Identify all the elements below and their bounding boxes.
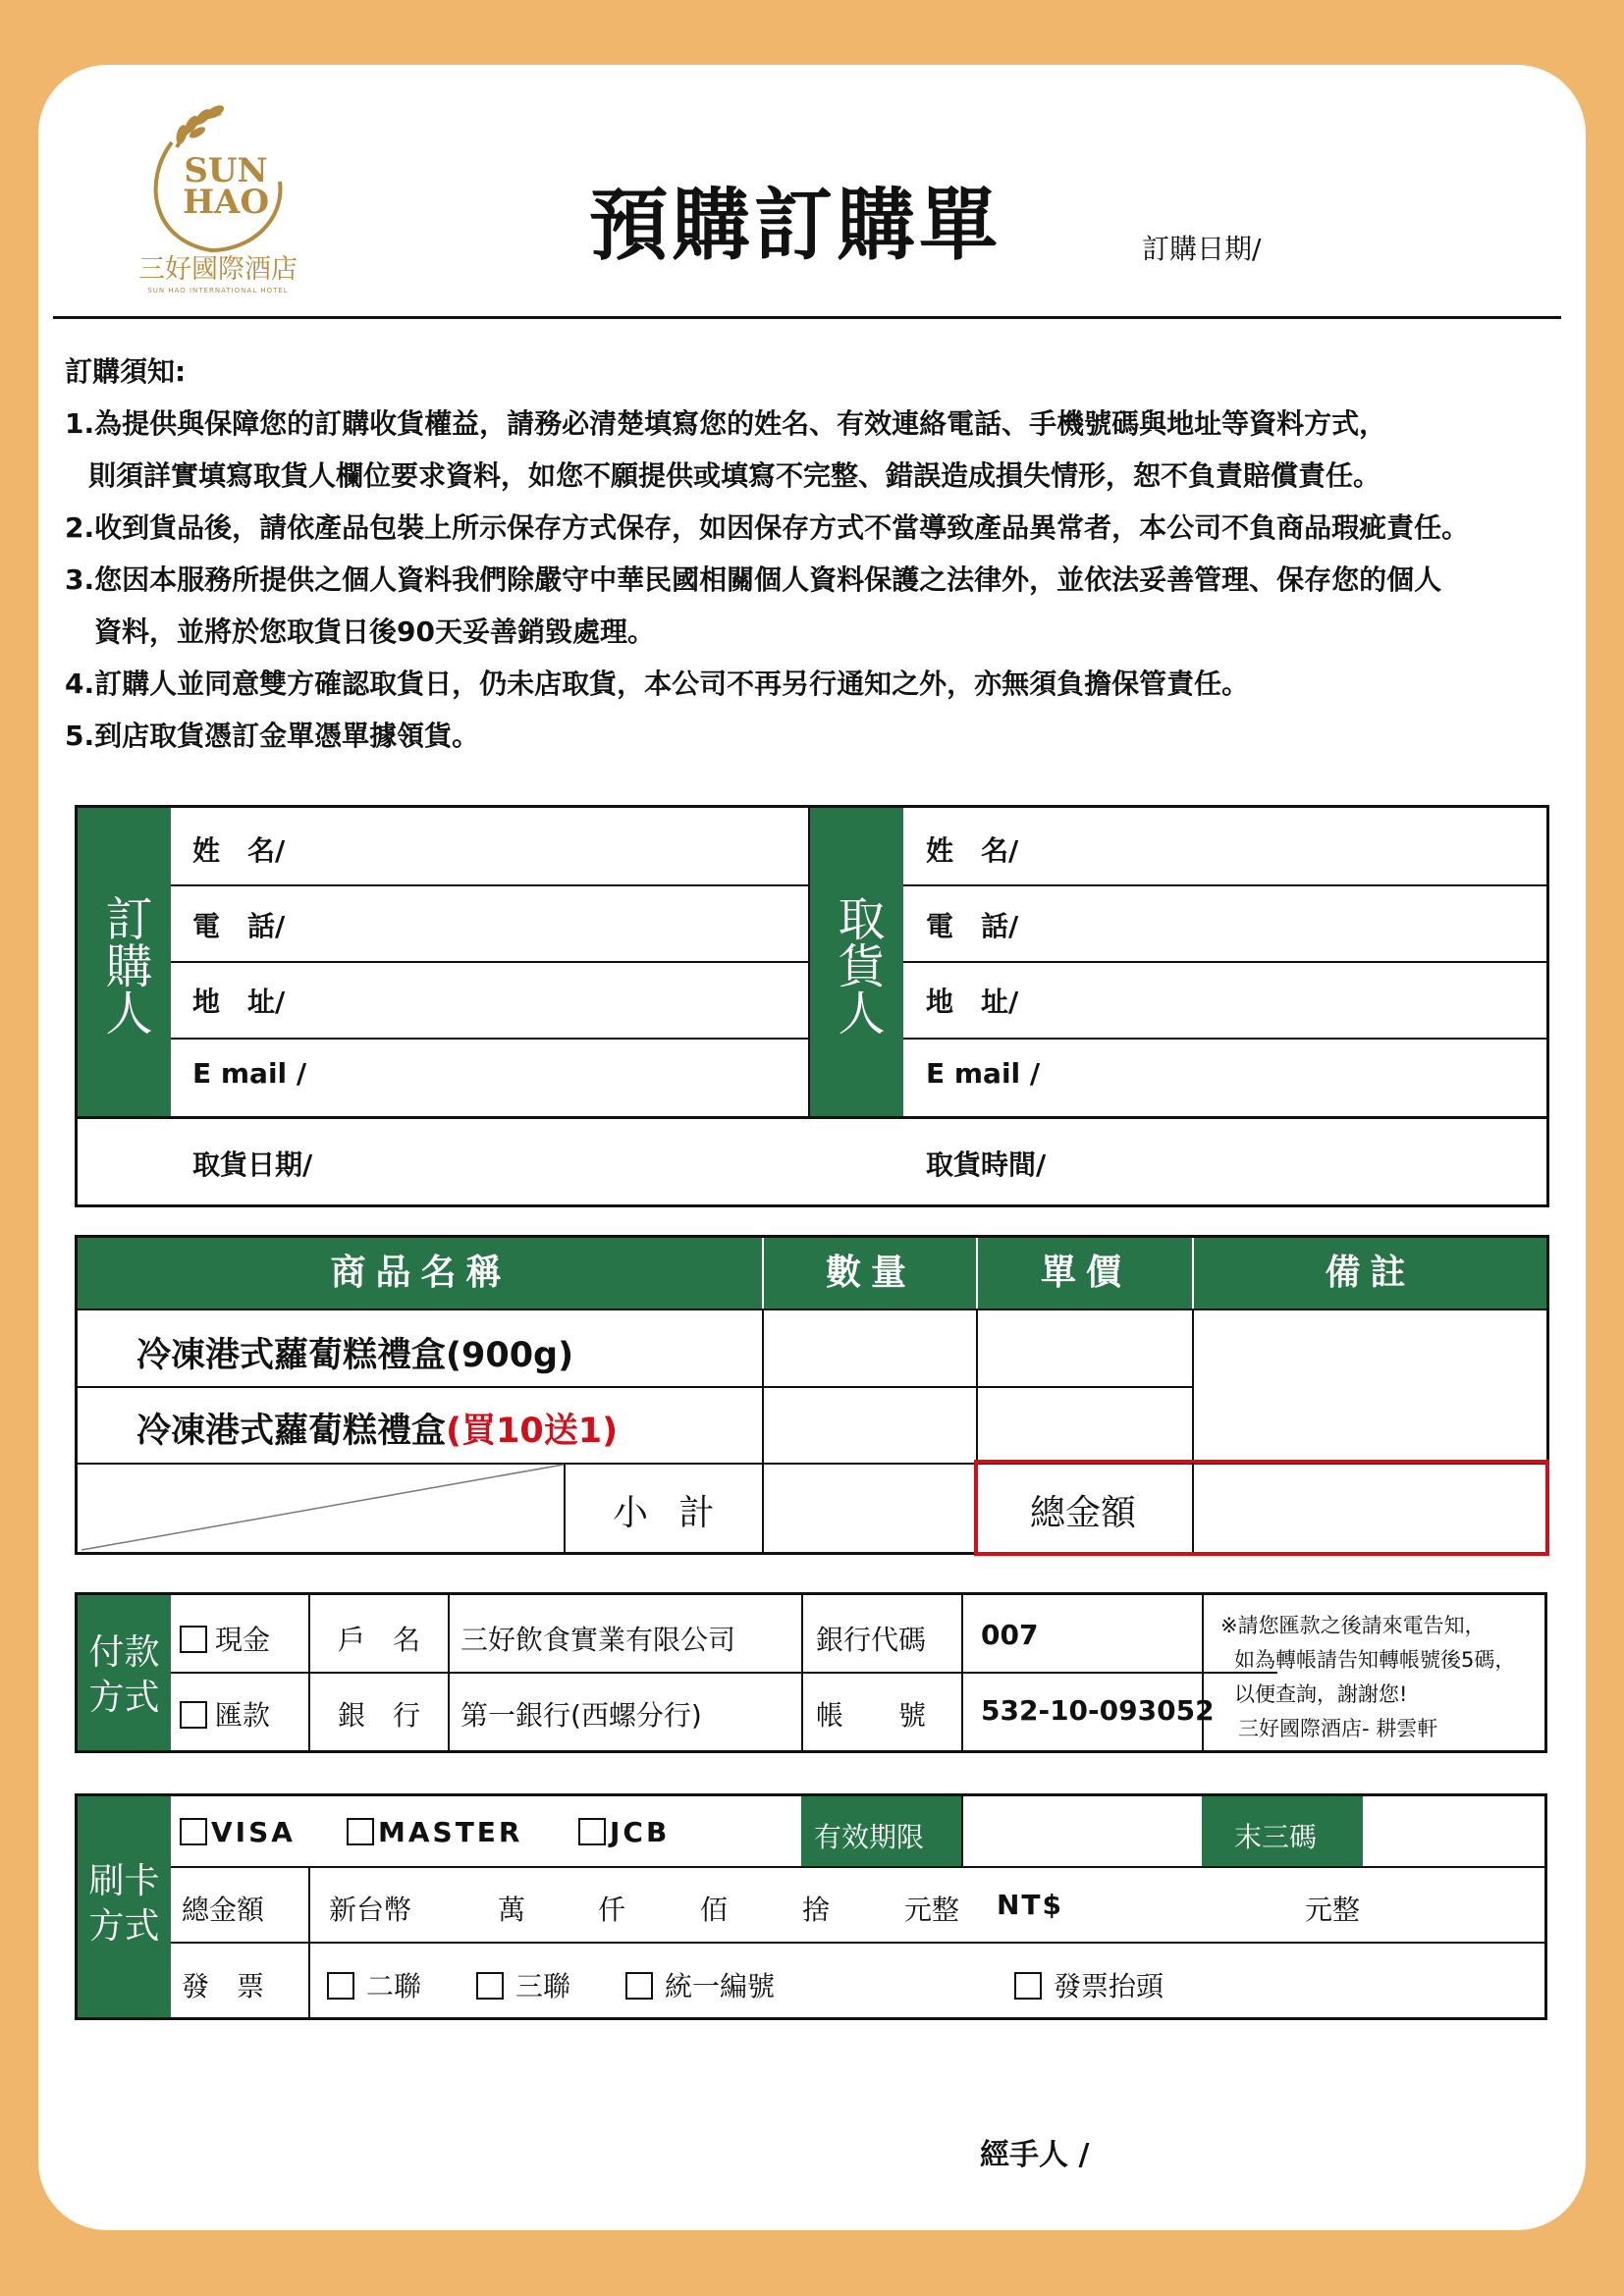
account-number-value: 532-10-093052	[981, 1694, 1215, 1727]
shi-unit: 捨	[802, 1894, 831, 1926]
wan-unit: 萬	[498, 1894, 526, 1926]
master-option[interactable]: MASTER	[347, 1816, 523, 1848]
invoice-label: 發 票	[182, 1970, 265, 2002]
receiver-address-label[interactable]: 地 址/	[926, 986, 1019, 1018]
handler-label[interactable]: 經手人 /	[980, 2138, 1090, 2172]
total-amount-label: 總金額	[1030, 1493, 1137, 1533]
bank-value: 第一銀行(西螺分行)	[460, 1699, 702, 1732]
receiver-label: 取貨人	[830, 894, 885, 1036]
form-title: 預購訂購單	[589, 179, 1001, 271]
jcb-option[interactable]: JCB	[578, 1816, 670, 1848]
master-checkbox[interactable]	[347, 1818, 374, 1845]
expiry-label: 有效期限	[814, 1821, 925, 1853]
buyer-phone-label[interactable]: 電 話/	[192, 910, 286, 942]
buyer-name-label[interactable]: 姓 名/	[192, 834, 286, 867]
notice-line: 則須詳實填寫取貨人欄位要求資料，如您不願提供或填寫不完整、錯誤造成損失情形，恕不負責賠償責任。	[88, 459, 1381, 492]
notice-line: 2.收到貨品後，請依產品包裝上所示保存方式保存，如因保存方式不當導致產品異常者，本公司不負商品瑕疵責任。	[65, 511, 1470, 544]
subtotal-label: 小 計	[613, 1493, 725, 1533]
ntd-label: 新台幣	[329, 1894, 412, 1926]
notice-line: 5.到店取貨憑訂金單憑單據領貨。	[65, 720, 480, 752]
visa-option[interactable]: VISA	[180, 1816, 296, 1848]
invoice-title-checkbox[interactable]	[1014, 1972, 1042, 2000]
svg-text:SUN HAO INTERNATIONAL HOTEL: SUN HAO INTERNATIONAL HOTEL	[147, 287, 289, 294]
account-name-label: 戶 名	[338, 1624, 421, 1656]
account-name-value: 三好飲食實業有限公司	[460, 1624, 736, 1656]
jcb-checkbox[interactable]	[578, 1818, 606, 1845]
pickup-time-label[interactable]: 取貨時間/	[926, 1148, 1047, 1181]
receiver-phone-label[interactable]: 電 話/	[926, 910, 1019, 942]
tax-id-option[interactable]: 統一編號	[625, 1965, 775, 2004]
card-table	[75, 1793, 1547, 2020]
transfer-option[interactable]: 匯款	[180, 1694, 270, 1734]
card-total-label: 總金額	[182, 1894, 265, 1926]
bank-code-value: 007	[981, 1619, 1039, 1651]
notice-line: 3.您因本服務所提供之個人資料我們除嚴守中華民國相關個人資料保護之法律外，並依法妥善管理、保存您的個人	[65, 563, 1442, 596]
header-note: 備註	[1325, 1253, 1416, 1293]
invoice-title-option[interactable]: 發票抬頭	[1014, 1965, 1164, 2004]
notice-heading: 訂購須知:	[65, 355, 187, 388]
header-unit-price: 單價	[1040, 1253, 1131, 1293]
subtotal-diagonal	[78, 1463, 566, 1552]
header-product-name: 商品名稱	[330, 1253, 512, 1293]
invoice-duplicate-option[interactable]: 二聯	[327, 1965, 421, 2004]
order-notice	[65, 346, 1577, 762]
bank-label: 銀 行	[338, 1699, 421, 1732]
receiver-name-label[interactable]: 姓 名/	[926, 834, 1019, 867]
bank-code-label: 銀行代碼	[816, 1624, 927, 1656]
notice-line: 資料，並將於您取貨日後90天妥善銷毀處理。	[94, 615, 655, 648]
last3-label: 末三碼	[1234, 1821, 1318, 1853]
tax-id-checkbox[interactable]	[625, 1972, 653, 2000]
cash-checkbox[interactable]	[180, 1626, 207, 1653]
buyer-email-label[interactable]: E mail /	[192, 1057, 307, 1090]
visa-checkbox[interactable]	[180, 1818, 207, 1845]
svg-text:HAO: HAO	[182, 183, 270, 222]
yuan-unit: 元整	[904, 1894, 960, 1926]
buyer-address-label[interactable]: 地 址/	[192, 986, 286, 1018]
transfer-note: ※請您匯款之後請來電告知， 如為轉帳請告知轉帳號後5碼， 以便查詢，謝謝您! 三好國際酒店- 耕雲軒	[1220, 1614, 1516, 1740]
notice-line: 1.為提供與保障您的訂購收貨權益，請務必清楚填寫您的姓名、有效連絡電話、手機號碼與地址等資料方式，	[65, 407, 1387, 440]
yuan-unit-2: 元整	[1305, 1894, 1361, 1926]
payment-label: 付款方式	[88, 1632, 160, 1718]
account-number-label: 帳 號	[816, 1699, 927, 1732]
bai-unit: 佰	[700, 1894, 729, 1926]
svg-text:三好國際酒店: 三好國際酒店	[138, 254, 298, 285]
sunhao-logo	[103, 103, 324, 299]
pickup-date-label[interactable]: 取貨日期/	[192, 1148, 313, 1181]
card-label: 刷卡方式	[88, 1861, 160, 1947]
product-table	[75, 1235, 1549, 1555]
transfer-checkbox[interactable]	[180, 1701, 207, 1729]
invoice-triplicate-option[interactable]: 三聯	[476, 1965, 570, 2004]
header-quantity: 數量	[825, 1253, 916, 1293]
product-item-2: 冷凍港式蘿蔔糕禮盒(買10送1)	[136, 1412, 619, 1451]
qian-unit: 仟	[598, 1894, 626, 1926]
payment-table	[75, 1592, 1547, 1753]
duplicate-checkbox[interactable]	[327, 1972, 354, 2000]
customer-info-table	[75, 805, 1549, 1207]
receiver-email-label[interactable]: E mail /	[926, 1057, 1041, 1090]
buyer-label: 訂購人	[97, 894, 152, 1036]
svg-text:SUN: SUN	[184, 151, 268, 190]
order-date-label: 訂購日期/	[1142, 233, 1262, 265]
product-item-2-promo: (買10送1)	[446, 1412, 619, 1451]
product-item-1: 冷凍港式蘿蔔糕禮盒(900g)	[136, 1336, 574, 1375]
notice-line: 4.訂購人並同意雙方確認取貨日，仍未店取貨，本公司不再另行通知之外，亦無須負擔保管責任。	[65, 667, 1250, 700]
cash-option[interactable]: 現金	[180, 1619, 270, 1658]
header-divider	[53, 316, 1561, 319]
nt-label: NT$	[997, 1889, 1064, 1921]
triplicate-checkbox[interactable]	[476, 1972, 504, 2000]
